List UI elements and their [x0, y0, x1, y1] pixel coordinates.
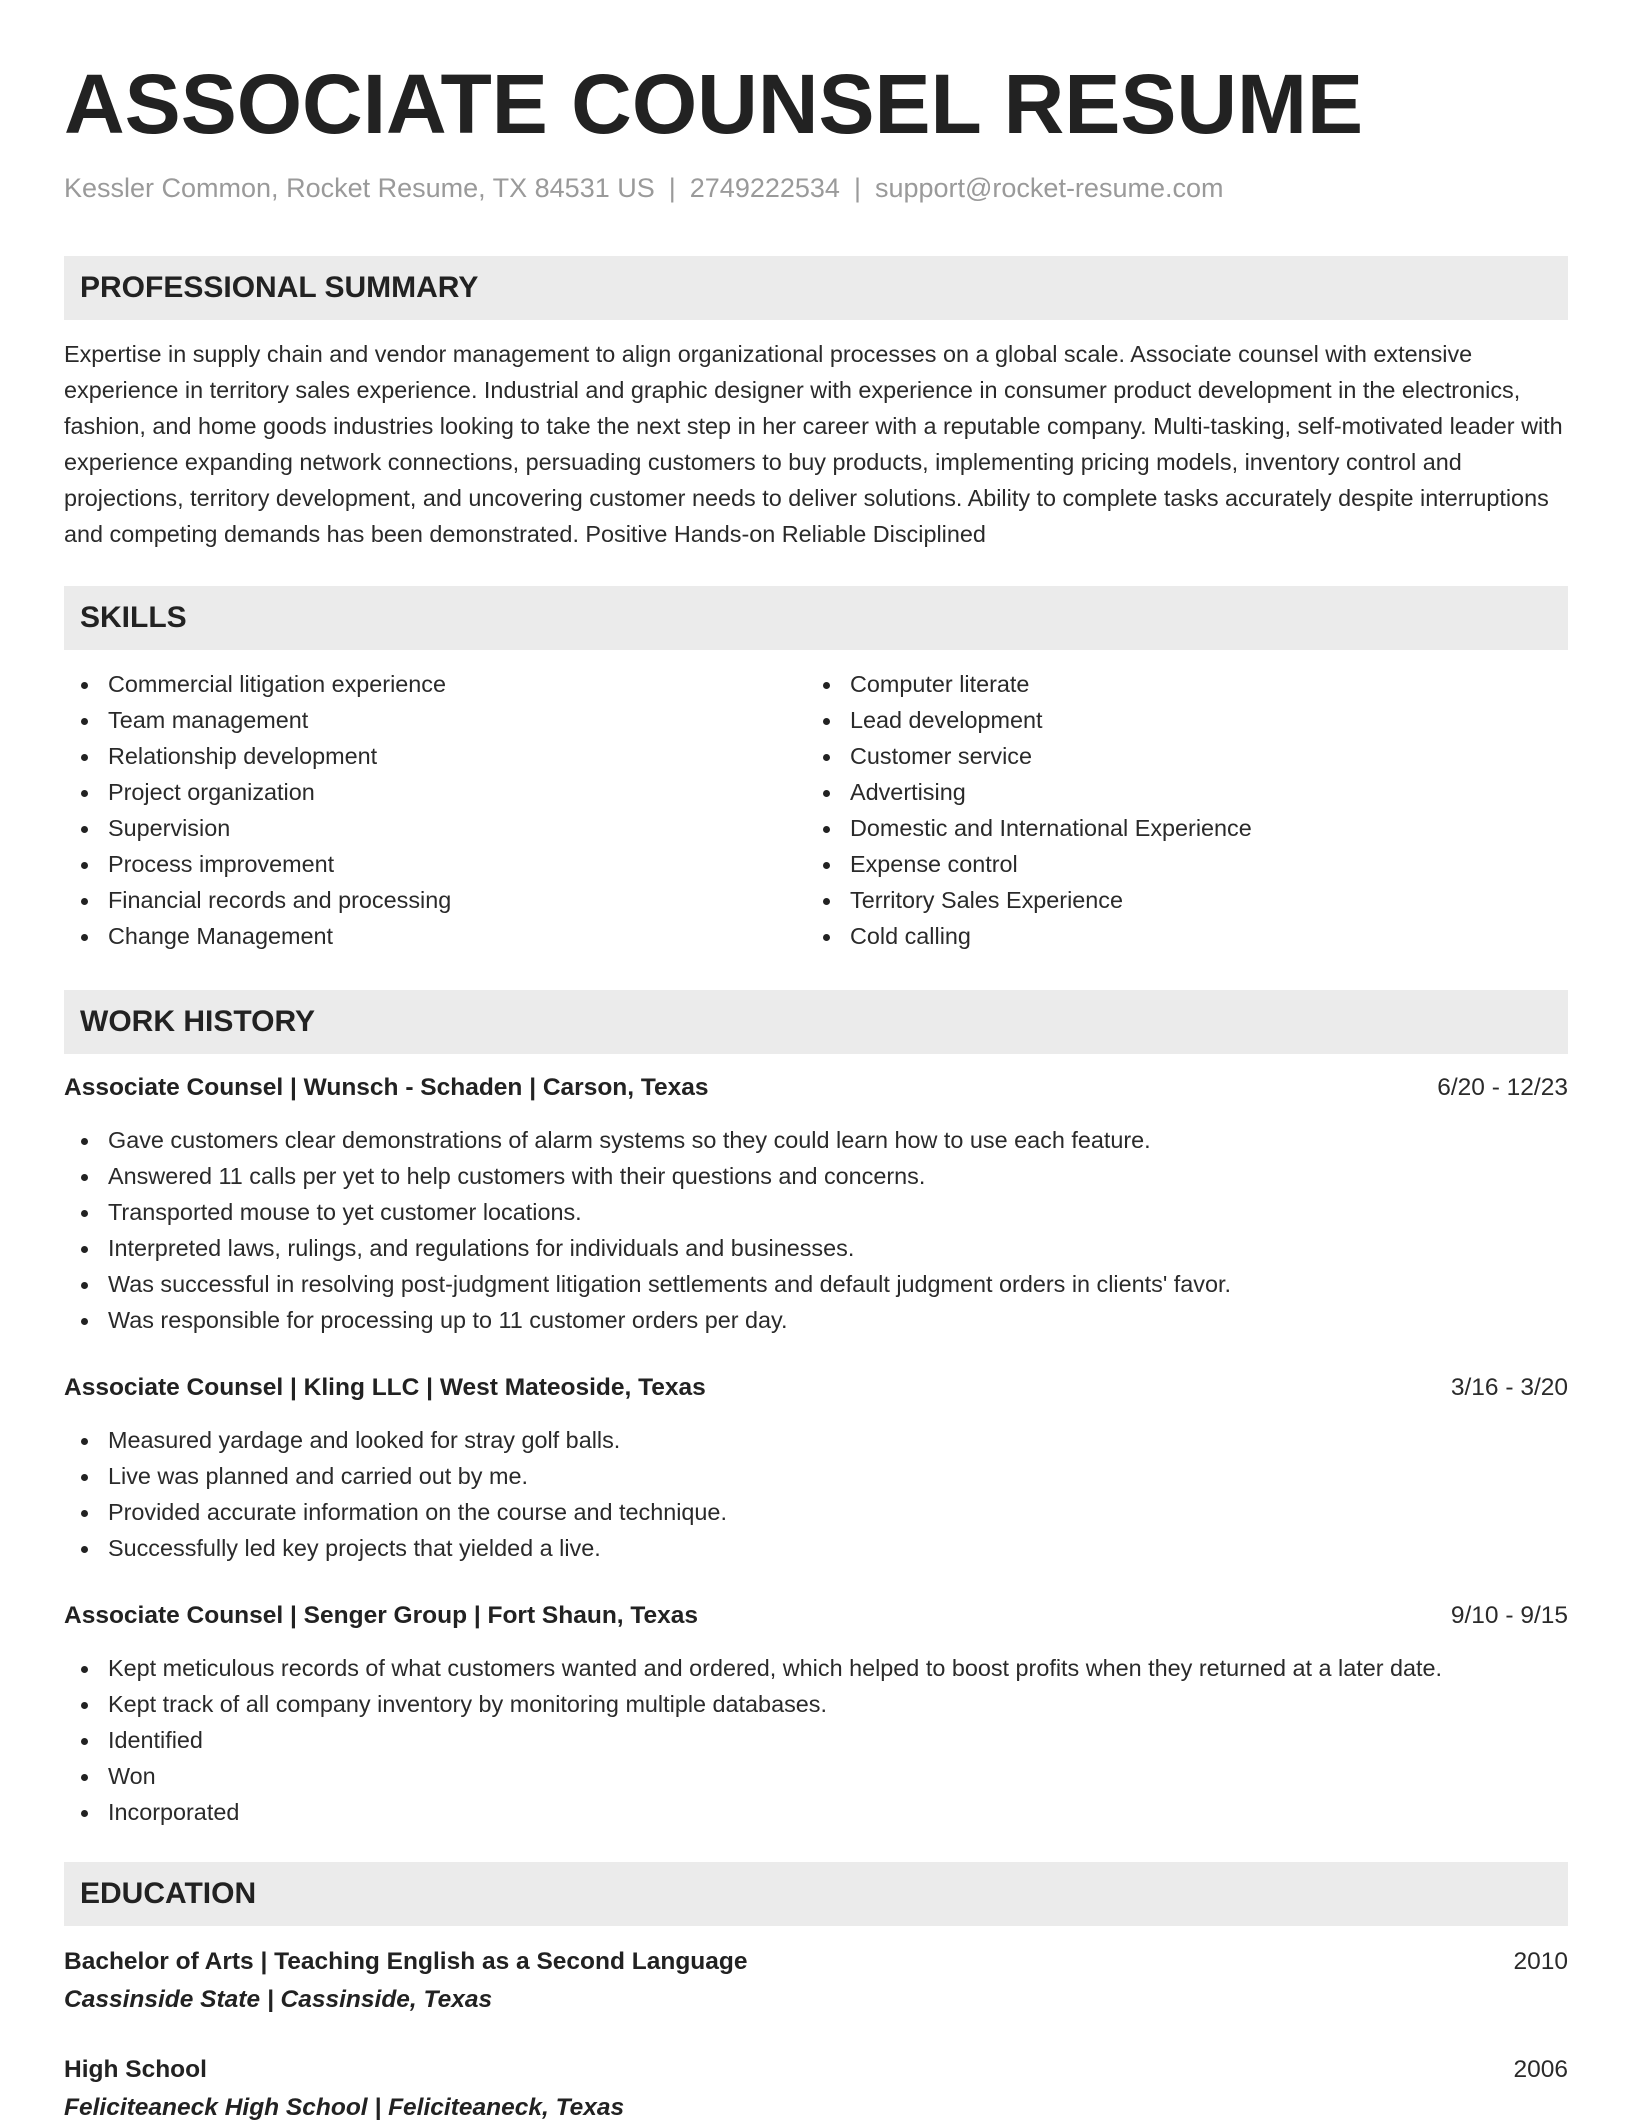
resume-page: [64, 56, 1568, 2126]
job-bullets: [64, 1650, 1568, 1830]
job-entry: [64, 1598, 1568, 1830]
skill-item: Process improvement: [64, 846, 806, 882]
skill-item: Territory Sales Experience: [806, 882, 1548, 918]
contact-separator: |: [853, 173, 861, 203]
job-bullet: Successfully led key projects that yielded a live.: [64, 1530, 1568, 1566]
section-heading-work: WORK HISTORY: [64, 990, 1568, 1054]
job-title: Associate Counsel | Senger Group | Fort Shaun, Texas: [64, 1602, 699, 1629]
job-dates: 3/16 - 3/20: [1450, 1374, 1568, 1401]
education-entry: [64, 1944, 1568, 2018]
skills-list-left: [64, 666, 806, 954]
skill-item: Expense control: [806, 846, 1548, 882]
contact-email: support@rocket-resume.com: [874, 173, 1224, 203]
skill-item: Supervision: [64, 810, 806, 846]
job-title: Associate Counsel | Kling LLC | West Mateoside, Texas: [64, 1374, 706, 1401]
job-header: [64, 1070, 1568, 1106]
skill-item: Cold calling: [806, 918, 1548, 954]
skill-item: Advertising: [806, 774, 1548, 810]
job-bullet: Incorporated: [64, 1794, 1568, 1830]
contact-phone: 2749222534: [689, 173, 840, 203]
skills-list-right: [806, 666, 1548, 954]
contact-line: [64, 170, 1568, 206]
job-bullet: Measured yardage and looked for stray golf balls.: [64, 1422, 1568, 1458]
education-school: Feliciteaneck High School | Feliciteaneck, Texas: [64, 2094, 625, 2121]
section-heading-summary: PROFESSIONAL SUMMARY: [64, 256, 1568, 320]
job-bullet: Won: [64, 1758, 1568, 1794]
job-entry: [64, 1070, 1568, 1338]
skill-item: Domestic and International Experience: [806, 810, 1548, 846]
job-bullet: Gave customers clear demonstrations of alarm systems so they could learn how to use each feature.: [64, 1122, 1568, 1158]
contact-address: Kessler Common, Rocket Resume, TX 84531 US: [64, 173, 655, 203]
job-bullet: Kept meticulous records of what customers wanted and ordered, which helped to boost profits when they returned at a later date.: [64, 1650, 1568, 1686]
skill-item: Project organization: [64, 774, 806, 810]
job-bullet: Was responsible for processing up to 11 customer orders per day.: [64, 1302, 1568, 1338]
job-header: [64, 1598, 1568, 1634]
education-school: Cassinside State | Cassinside, Texas: [64, 1986, 493, 2013]
job-bullet: Answered 11 calls per yet to help customers with their questions and concerns.: [64, 1158, 1568, 1194]
contact-separator: |: [668, 173, 676, 203]
job-bullet: Provided accurate information on the course and technique.: [64, 1494, 1568, 1530]
skill-item: Financial records and processing: [64, 882, 806, 918]
education-entry: [64, 2052, 1568, 2126]
job-bullet: Kept track of all company inventory by monitoring multiple databases.: [64, 1686, 1568, 1722]
job-bullet: Interpreted laws, rulings, and regulations for individuals and businesses.: [64, 1230, 1568, 1266]
education-degree: Bachelor of Arts | Teaching English as a Second Language: [64, 1948, 748, 1975]
section-heading-education: EDUCATION: [64, 1862, 1568, 1926]
job-bullet: Was successful in resolving post-judgment litigation settlements and default judgment orders in clients' favor.: [64, 1266, 1568, 1302]
job-entry: [64, 1370, 1568, 1566]
summary-text: Expertise in supply chain and vendor management to align organizational processes on a global scale. Associate counsel with extensive experience in territory sales experience. Industrial and graphic designer with experience in consumer product development in the electronics, fashion, and home goods industries looking to take the next step in her career with a reputable company. Multi-tasking, self-motivated leader with experience expanding network connections, persuading customers to buy products, implementing pricing models, inventory control and projections, territory development, and uncovering customer needs to deliver solutions. Ability to complete tasks accurately despite interruptions and competing demands has been demonstrated. Positive Hands-on Reliable Disciplined: [64, 341, 1563, 547]
skill-item: Commercial litigation experience: [64, 666, 806, 702]
skill-item: Computer literate: [806, 666, 1548, 702]
job-bullets: [64, 1422, 1568, 1566]
job-dates: 6/20 - 12/23: [1437, 1074, 1568, 1101]
resume-title: ASSOCIATE COUNSEL RESUME: [64, 57, 1364, 151]
education-header: [64, 2052, 1568, 2088]
job-bullets: [64, 1122, 1568, 1338]
skill-item: Team management: [64, 702, 806, 738]
job-title: Associate Counsel | Wunsch - Schaden | Carson, Texas: [64, 1074, 709, 1101]
job-header: [64, 1370, 1568, 1406]
education-year: 2010: [1513, 1948, 1568, 1975]
job-bullet: Live was planned and carried out by me.: [64, 1458, 1568, 1494]
education-year: 2006: [1513, 2056, 1568, 2083]
skill-item: Lead development: [806, 702, 1548, 738]
skill-item: Customer service: [806, 738, 1548, 774]
job-bullet: Transported mouse to yet customer locations.: [64, 1194, 1568, 1230]
skills-columns: [64, 666, 1568, 954]
education-header: [64, 1944, 1568, 1980]
skill-item: Relationship development: [64, 738, 806, 774]
skill-item: Change Management: [64, 918, 806, 954]
section-heading-skills: SKILLS: [64, 586, 1568, 650]
education-degree: High School: [64, 2056, 207, 2083]
job-dates: 9/10 - 9/15: [1450, 1602, 1568, 1629]
job-bullet: Identified: [64, 1722, 1568, 1758]
